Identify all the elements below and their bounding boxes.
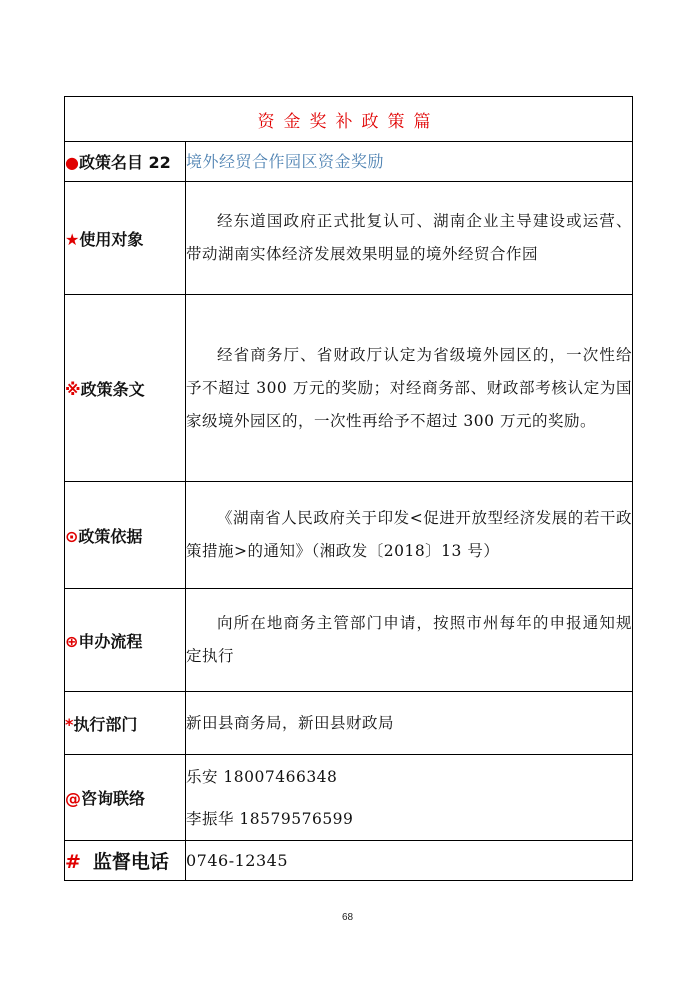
- page-number: 68: [341, 912, 354, 923]
- policy-name-label: 政策名目 22: [78, 153, 171, 172]
- target-value: 经东道国政府正式批复认可、湖南企业主导建设或运营、带动湖南实体经济发展效果明显的境外经贸合作园: [186, 182, 633, 295]
- policy-table: [64, 96, 633, 881]
- title-row: [65, 97, 633, 142]
- process-row: [65, 589, 633, 692]
- basis-label-cell: [65, 482, 186, 589]
- contact-cell: [186, 755, 633, 841]
- target-label-cell: [65, 182, 186, 295]
- asterisk-icon: *: [65, 714, 74, 734]
- hotline-label: 监督电话: [92, 851, 169, 873]
- contact-label-cell: [65, 755, 186, 841]
- process-value: 向所在地商务主管部门申请，按照市州每年的申报通知规定执行: [186, 589, 633, 692]
- department-value: 新田县商务局，新田县财政局: [186, 692, 633, 755]
- department-label-cell: [65, 692, 186, 755]
- contact-label: 咨询联络: [81, 789, 146, 808]
- contact-line-2: 李振华 18579576599: [186, 809, 354, 828]
- circled-plus-icon: ⊕: [65, 631, 79, 651]
- contact-line-1: 乐安 18007466348: [186, 767, 338, 786]
- policy-name-label-cell: [65, 142, 186, 182]
- clause-label-cell: [65, 295, 186, 482]
- policy-name-cell: [186, 142, 633, 182]
- target-row: [65, 182, 633, 295]
- basis-label: 政策依据: [78, 526, 143, 546]
- process-label: 申办流程: [78, 631, 143, 651]
- clause-label: 政策条文: [80, 379, 145, 399]
- circled-dot-icon: ⊙: [65, 526, 79, 546]
- policy-name-row: [65, 142, 633, 182]
- contact-row: [65, 755, 633, 841]
- process-label-cell: [65, 589, 186, 692]
- policy-name-value: 境外经贸合作园区资金奖励: [186, 151, 385, 171]
- department-label: 执行部门: [73, 714, 138, 734]
- reference-mark-icon: ※: [65, 379, 81, 399]
- at-sign-icon: @: [65, 789, 81, 808]
- department-row: [65, 692, 633, 755]
- star-icon: ★: [65, 229, 80, 249]
- bullet-icon: ●: [65, 153, 79, 172]
- basis-value: 《湖南省人民政府关于印发<促进开放型经济发展的若干政策措施>的通知》（湘政发〔2018〕13 号）: [186, 482, 633, 589]
- clause-value: 经省商务厅、省财政厅认定为省级境外园区的，一次性给予不超过 300 万元的奖励；对经商务部、财政部考核认定为国家级境外园区的，一次性再给予不超过 300 万元的奖励。: [186, 295, 633, 482]
- clause-row: [65, 295, 633, 482]
- hotline-row: [65, 841, 633, 881]
- hash-icon: #: [65, 851, 81, 873]
- target-label: 使用对象: [79, 229, 144, 249]
- hotline-label-cell: [65, 841, 186, 881]
- section-title: 资金奖补政策篇: [65, 97, 633, 142]
- basis-row: [65, 482, 633, 589]
- hotline-value: 0746-12345: [186, 841, 633, 881]
